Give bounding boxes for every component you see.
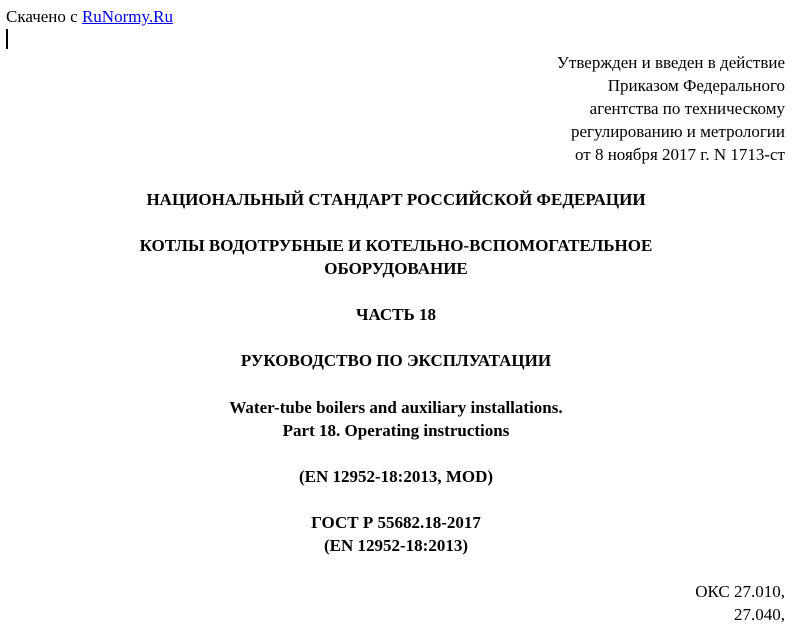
standard-type-text: НАЦИОНАЛЬНЫЙ СТАНДАРТ РОССИЙСКОЙ ФЕДЕРАЦИИ — [146, 190, 646, 209]
gost-designation — [0, 511, 792, 557]
english-title — [0, 396, 792, 442]
subtitle-heading — [0, 349, 792, 372]
classification-line-1: ОКС 27.010, — [695, 582, 785, 601]
runormy-link[interactable]: RuNormy.Ru — [81, 7, 173, 26]
document-title-line-2: ОБОРУДОВАНИЕ — [324, 259, 468, 278]
download-source-prefix: Скачено с — [6, 7, 82, 26]
part-text: ЧАСТЬ 18 — [355, 305, 436, 324]
gost-number-text: ГОСТ Р 55682.18-2017 — [311, 513, 481, 532]
en-reference — [0, 465, 792, 488]
approval-line-5: от 8 ноября 2017 г. N 1713-ст — [575, 145, 785, 164]
download-source-line — [6, 5, 173, 28]
document-title-line-1: КОТЛЫ ВОДОТРУБНЫЕ И КОТЕЛЬНО-ВСПОМОГАТЕЛЬНОЕ — [139, 236, 653, 255]
en-reference-text: (EN 12952-18:2013, MOD) — [298, 467, 494, 486]
part-heading — [0, 303, 792, 326]
approval-line-2: Приказом Федерального — [607, 76, 785, 95]
english-title-line-1: Water-tube boilers and auxiliary installations. — [229, 398, 563, 417]
classification-block — [695, 580, 785, 626]
approval-line-1: Утвержден и введен в действие — [556, 53, 785, 72]
approval-line-3: агентства по техническому — [589, 99, 785, 118]
subtitle-text: РУКОВОДСТВО ПО ЭКСПЛУАТАЦИИ — [240, 351, 552, 370]
classification-line-2: 27.040, — [734, 605, 785, 624]
gost-en-reference-text: (EN 12952-18:2013) — [323, 536, 468, 555]
english-title-line-2: Part 18. Operating instructions — [282, 421, 510, 440]
document-title — [0, 234, 792, 280]
approval-line-4: регулированию и метрологии — [570, 122, 785, 141]
standard-type-heading — [0, 188, 792, 211]
approval-block — [557, 51, 785, 166]
text-cursor — [6, 29, 8, 49]
